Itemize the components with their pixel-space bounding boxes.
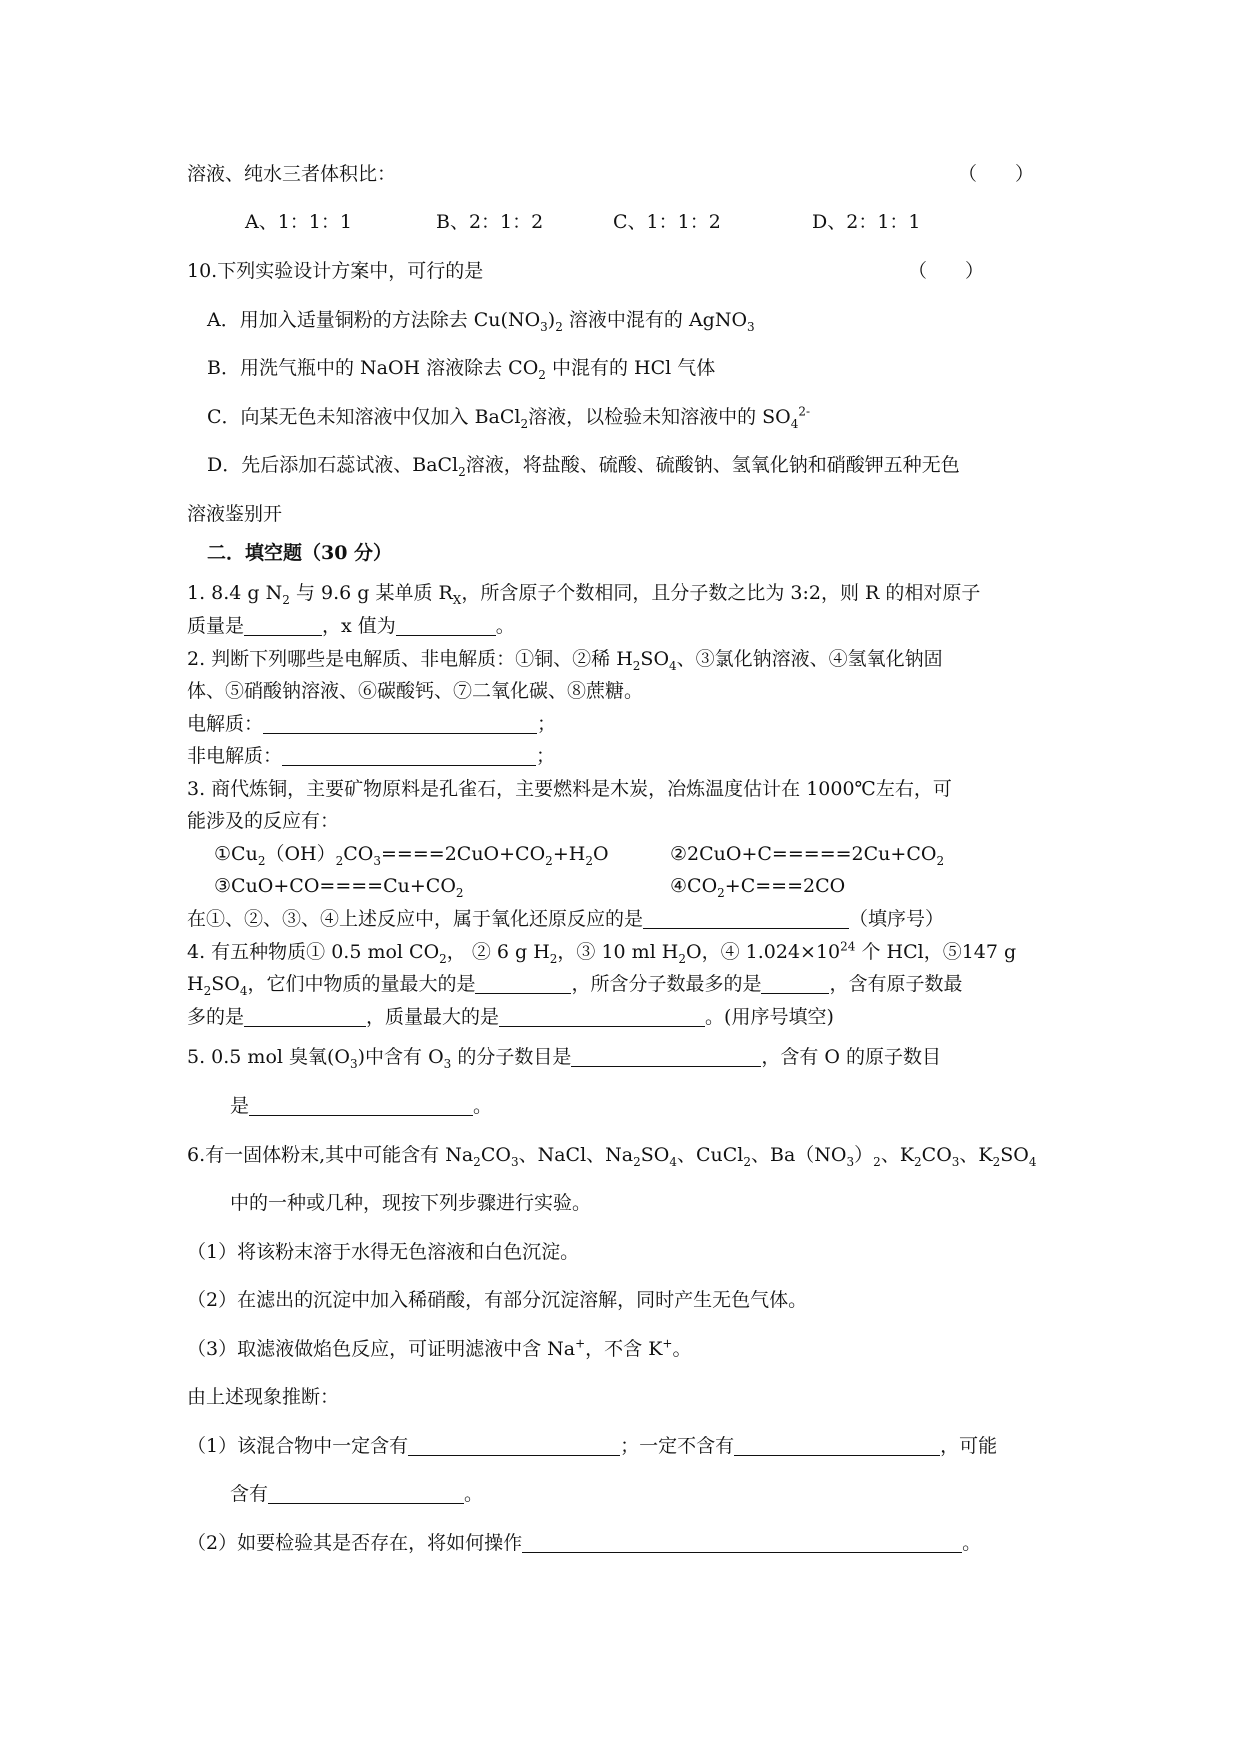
f5-blank-atoms[interactable] — [249, 1095, 473, 1116]
q10-option-d-cont: 溶液鉴别开 — [187, 503, 283, 525]
f6-infer: 由上述现象推断： — [187, 1386, 340, 1408]
f3-reaction-3: $③CuO+CO====Cu+CO_2$ — [214, 875, 464, 900]
f3-line1: 3. 商代炼铜，主要矿物原料是孔雀石，主要燃料是木炭，冶炼温度估计在 1000℃左右，可 — [187, 778, 952, 800]
q9-option-b: B、2：1：2 — [436, 211, 544, 233]
q9-option-d: D、2：1：1 — [812, 211, 921, 233]
f6-blank-may-contain[interactable] — [268, 1483, 464, 1504]
f6-step-3: （3）取滤液做焰色反应，可证明滤液中含 Na+，不含 K+。 — [187, 1336, 692, 1360]
q10-stem: 10.下列实验设计方案中，可行的是 — [187, 260, 484, 282]
f6-step-1: （1）将该粉末溶于水得无色溶液和白色沉淀。 — [187, 1241, 580, 1263]
q9-answer-paren: （ ） — [958, 163, 1035, 185]
q10-option-c: C．向某无色未知溶液中仅加入 BaCl$_2$溶液，以检验未知溶液中的 $SO_4^{2-}$ — [207, 404, 811, 431]
f1-blank-mass[interactable] — [244, 615, 322, 636]
f2-electrolyte: 电解质： ； — [187, 713, 557, 735]
q9-option-c: C、1：1：2 — [613, 211, 721, 233]
f6-blank-procedure[interactable] — [522, 1532, 962, 1553]
f6-blank-must-contain[interactable] — [408, 1435, 620, 1456]
f3-line2: 能涉及的反应有： — [187, 810, 340, 832]
f1-line2: 质量是 ，x 值为 。 — [187, 615, 515, 637]
f6-blank-must-not-contain[interactable] — [734, 1435, 940, 1456]
f4-line1: 4. 有五种物质① 0.5 mol $CO_2$， ② 6 g $H_2$，③ 10 ml $H_2O$，④ $1.024\times 10^{24}$ 个 HCl，⑤147 g — [187, 939, 1017, 966]
f1-blank-x[interactable] — [396, 615, 496, 636]
f6-question-2: （2）如要检验其是否存在，将如何操作 。 — [187, 1532, 982, 1554]
f4-blank-molecules[interactable] — [761, 973, 829, 994]
f5-line1: 5. 0.5 mol 臭氧$(O_3)$中含有 $O_3$ 的分子数目是 ，含有 O 的原子数目 — [187, 1046, 942, 1071]
f3-reaction-2: $②2CuO+C=====2Cu+CO_2$ — [670, 843, 945, 868]
f6-line2: 中的一种或几种，现按下列步骤进行实验。 — [230, 1192, 592, 1214]
f3-reaction-4: $④CO_2+C===2CO$ — [670, 875, 846, 900]
f4-line2: $H_2SO_4$，它们中物质的量最大的是 ，所含分子数最多的是 ，含有原子数最 — [187, 973, 963, 998]
f2-line2: 体、⑤硝酸钠溶液、⑥碳酸钙、⑦二氧化碳、⑧蔗糖。 — [187, 680, 644, 702]
q9-continuation: 溶液、纯水三者体积比： — [187, 163, 397, 185]
f4-blank-mass[interactable] — [499, 1006, 705, 1027]
q10-option-a: A．用加入适量铜粉的方法除去 $Cu(NO_3)_2$ 溶液中混有的 AgNO$_3$ — [207, 309, 755, 334]
f6-step-2: （2）在滤出的沉淀中加入稀硝酸，有部分沉淀溶解，同时产生无色气体。 — [187, 1289, 808, 1311]
f3-question: 在①、②、③、④上述反应中，属于氧化还原反应的是 （填序号） — [187, 908, 945, 930]
f3-blank[interactable] — [643, 908, 849, 929]
f4-blank-atoms[interactable] — [244, 1006, 366, 1027]
q9-option-a: A、1：1：1 — [245, 211, 352, 233]
f6-question-1: （1）该混合物中一定含有 ；一定不含有 ，可能 — [187, 1435, 998, 1457]
q10-option-d: D．先后添加石蕊试液、BaCl$_2$溶液，将盐酸、硫酸、硫酸钠、氢氧化钠和硝酸钾五种无色 — [207, 454, 960, 479]
f6-question-1-cont: 含有 。 — [230, 1483, 484, 1505]
q10-answer-paren: （ ） — [908, 260, 985, 282]
f2-blank-nonelectrolyte[interactable] — [282, 745, 536, 766]
f4-line3: 多的是 ，质量最大的是 。(用序号填空) — [187, 1006, 834, 1028]
f2-line1: 2. 判断下列哪些是电解质、非电解质：①铜、②稀 $H_2SO_4$、③氯化钠溶液、④氢氧化钠固 — [187, 648, 943, 673]
f2-blank-electrolyte[interactable] — [263, 713, 537, 734]
f5-line2: 是 。 — [230, 1095, 493, 1117]
f3-reaction-1: $①Cu_2(OH)_2CO_3====2CuO+CO_2+H_2O$ — [214, 843, 609, 868]
f2-nonelectrolyte: 非电解质： ； — [187, 745, 556, 767]
f1-line1: 1. 8.4 g $N_2$ 与 9.6 g 某单质 $R_X$，所含原子个数相同，且分子数之比为 3:2，则 R 的相对原子 — [187, 582, 981, 607]
f5-blank-molecules[interactable] — [571, 1046, 761, 1067]
f4-blank-moles[interactable] — [475, 973, 571, 994]
q10-option-b: B．用洗气瓶中的 NaOH 溶液除去 $CO_2$ 中混有的 HCl 气体 — [207, 357, 716, 382]
f6-line1: 6.有一固体粉末,其中可能含有 $Na_2CO_3$、NaCl、$Na_2SO_4$、CuCl$_2$、$Ba(NO_3)_2$、$K_2CO_3$、$K_2SO_4$ — [187, 1144, 1037, 1169]
section-title: 二．填空题（30 分） — [207, 542, 393, 564]
